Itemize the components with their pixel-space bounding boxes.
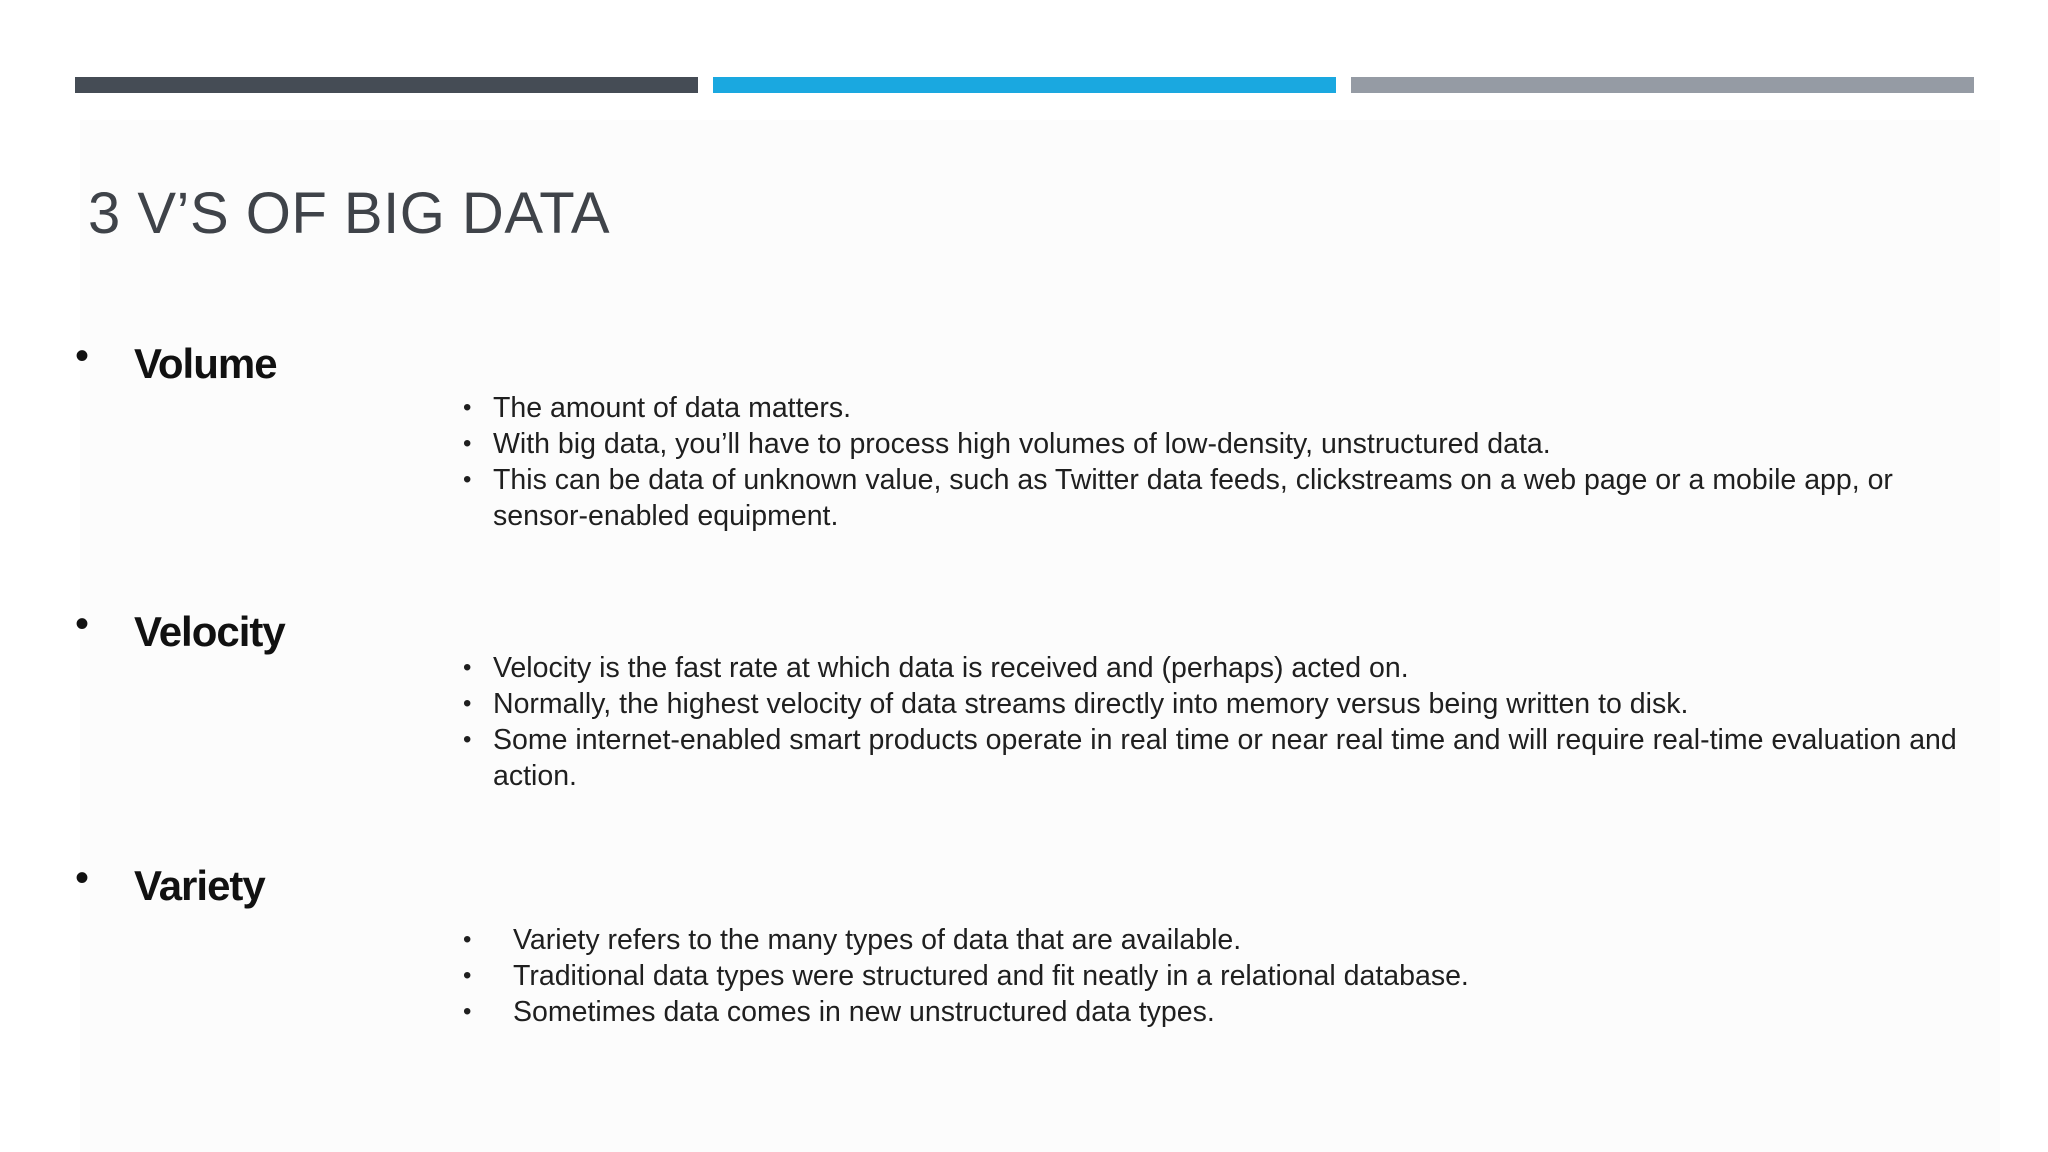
bullet-icon: • — [463, 962, 472, 989]
list-item — [462, 390, 1982, 426]
list-item-text: Velocity is the fast rate at which data is received and (perhaps) acted on. — [493, 652, 1409, 684]
list-item — [462, 426, 1982, 462]
list-item — [462, 722, 1982, 794]
bullet-icon: • — [75, 602, 90, 646]
section-heading-text: Velocity — [134, 608, 285, 655]
accent-bar-blue — [713, 77, 1336, 93]
bullet-icon: • — [463, 654, 472, 681]
list-item-text: The amount of data matters. — [493, 392, 852, 424]
list-item — [462, 994, 1982, 1030]
bullet-icon: • — [463, 690, 472, 717]
list-item — [462, 650, 1982, 686]
list-item-text: Normally, the highest velocity of data streams directly into memory versus being written to disk. — [493, 688, 1689, 720]
bullet-list — [462, 390, 1982, 534]
bullet-icon: • — [463, 394, 472, 421]
list-item-text: Sometimes data comes in new unstructured data types. — [513, 996, 1215, 1028]
accent-bar-dark — [75, 77, 698, 93]
bullet-icon: • — [463, 430, 472, 457]
list-item-text: Traditional data types were structured and fit neatly in a relational database. — [513, 960, 1469, 992]
list-item — [462, 462, 1982, 534]
bullet-icon: • — [75, 856, 90, 900]
bullet-list — [462, 650, 1982, 794]
list-item — [462, 958, 1982, 994]
list-item — [462, 686, 1982, 722]
bullet-icon: • — [463, 998, 472, 1025]
list-item-text: This can be data of unknown value, such as Twitter data feeds, clickstreams on a web page or a mobile app, or sensor-enabled equipment. — [493, 464, 1893, 532]
slide-title: 3 V’S OF BIG DATA — [88, 181, 611, 246]
bullet-list — [462, 922, 1982, 1030]
accent-bar-gray — [1351, 77, 1974, 93]
bullet-icon: • — [463, 466, 472, 493]
section-heading-text: Variety — [134, 862, 265, 909]
section-heading-text: Volume — [134, 340, 277, 387]
list-item-text: Some internet-enabled smart products operate in real time or near real time and will require real-time evaluation and action. — [493, 724, 1957, 792]
bullet-icon: • — [463, 726, 472, 753]
list-item — [462, 922, 1982, 958]
list-item-text: Variety refers to the many types of data that are available. — [513, 924, 1242, 956]
bullet-icon: • — [75, 334, 90, 378]
list-item-text: With big data, you’ll have to process high volumes of low-density, unstructured data. — [493, 428, 1551, 460]
bullet-icon: • — [463, 926, 472, 953]
